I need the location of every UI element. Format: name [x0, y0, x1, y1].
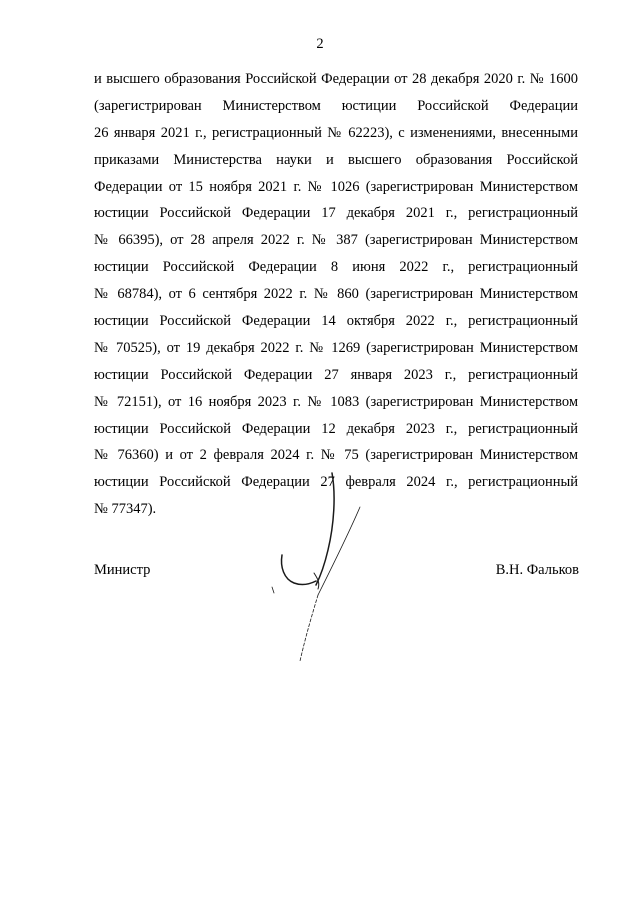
- text-line: и высшего образования Российской Федерации от 28 декабря 2020 г. № 1600: [94, 71, 578, 87]
- page-number: 2: [316, 36, 324, 52]
- text-line: приказами Министерства науки и высшего образования Российской: [94, 151, 578, 168]
- handwritten-signature: [260, 455, 390, 670]
- text-line: № 70525), от 19 декабря 2022 г. № 1269 (зарегистрирован Министерством: [94, 339, 578, 356]
- text-line: № 68784), от 6 сентября 2022 г. № 860 (зарегистрирован Министерством: [94, 286, 578, 303]
- text-line: № 66395), от 28 апреля 2022 г. № 387 (зарегистрирован Министерством: [94, 232, 578, 249]
- text-line: Федерации от 15 ноября 2021 г. № 1026 (зарегистрирован Министерством: [94, 178, 578, 195]
- text-line: юстиции Российской Федерации 27 января 2023 г., регистрационный: [94, 366, 578, 383]
- signatory-name: В.Н. Фальков: [495, 562, 579, 578]
- text-line: (зарегистрирован Министерством юстиции Российской Федерации: [94, 97, 578, 114]
- text-line: № 72151), от 16 ноября 2023 г. № 1083 (зарегистрирован Министерством: [94, 393, 578, 410]
- text-line: юстиции Российской Федерации 8 июня 2022 г., регистрационный: [94, 259, 578, 276]
- text-line: № 76360) и от 2 февраля 2024 г. № 75 (зарегистрирован Министерством: [94, 447, 578, 464]
- signatory-title: Министр: [94, 562, 151, 578]
- text-line: юстиции Российской Федерации 14 октября 2022 г., регистрационный: [94, 313, 578, 330]
- text-line: 26 января 2021 г., регистрационный № 62223), с изменениями, внесенными: [94, 124, 578, 141]
- text-line: юстиции Российской Федерации 17 декабря 2021 г., регистрационный: [94, 205, 578, 222]
- text-line: № 77347).: [94, 501, 157, 518]
- text-line: юстиции Российской Федерации 12 декабря 2023 г., регистрационный: [94, 420, 578, 437]
- text-line: юстиции Российской Федерации 27 февраля 2024 г., регистрационный: [94, 474, 578, 491]
